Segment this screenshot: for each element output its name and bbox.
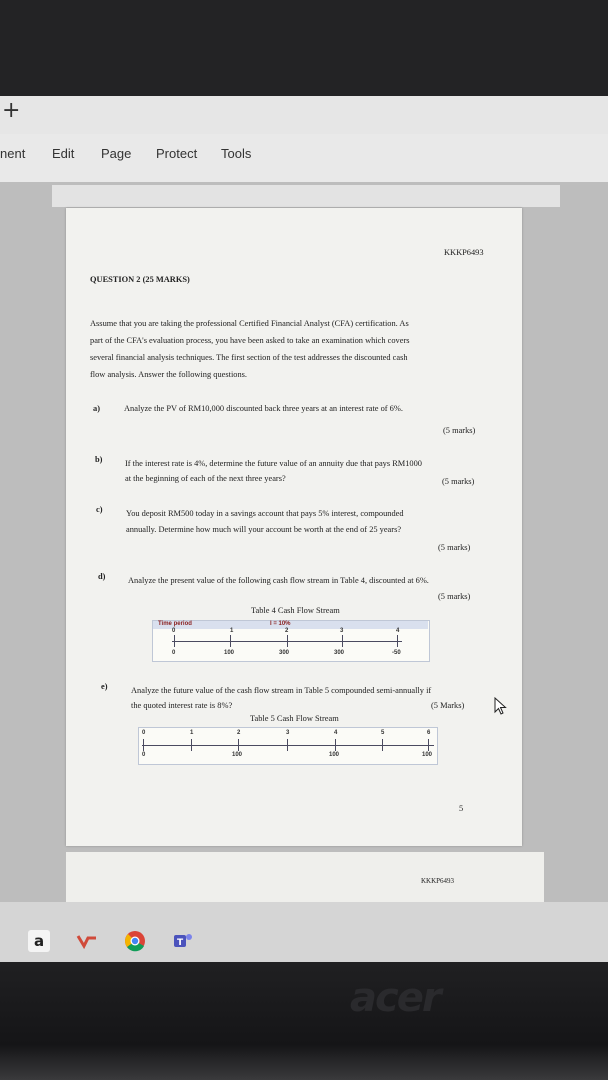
menu-document[interactable]: nent (0, 146, 26, 161)
period-label: 5 (381, 730, 385, 736)
part-text: the quoted interest rate is 8%? (131, 701, 233, 710)
part-marks: (5 marks) (438, 592, 471, 601)
period-label: 6 (427, 730, 431, 736)
mouse-cursor-icon (494, 697, 508, 715)
menu-tools[interactable]: Tools (221, 146, 252, 161)
cash-flow-value: 0 (172, 650, 176, 656)
cash-flow-value: 300 (334, 650, 345, 656)
part-marks: (5 marks) (443, 426, 476, 435)
teams-icon[interactable] (172, 930, 194, 952)
intro-line: flow analysis. Answer the following questions. (90, 370, 248, 379)
part-label: c) (96, 505, 103, 514)
part-marks: (5 marks) (438, 543, 471, 552)
cash-flow-value: -50 (392, 650, 401, 656)
timeline-tick (143, 739, 144, 751)
tab-bar (0, 96, 608, 134)
part-label: e) (101, 682, 108, 691)
intro-line: part of the CFA's evaluation process, you have been asked to take an examination which covers (90, 336, 410, 345)
previous-page-edge (52, 185, 560, 207)
part-label: b) (95, 455, 103, 464)
cash-flow-value: 100 (422, 752, 433, 758)
table5-timeline (142, 745, 434, 746)
intro-line: several financial analysis techniques. The first section of the test addresses the discounted cash (90, 353, 408, 362)
timeline-tick (287, 635, 288, 647)
part-text: If the interest rate is 4%, determine the future value of an annuity due that pays RM1000 (125, 459, 422, 468)
app-icon[interactable] (76, 930, 98, 952)
period-label: 0 (172, 628, 176, 634)
monitor-brand-logo: acer (350, 975, 440, 1021)
period-label: 0 (142, 730, 146, 736)
new-tab-button[interactable]: + (2, 98, 21, 123)
part-text: annually. Determine how much will your account be worth at the end of 25 years? (126, 525, 402, 534)
next-page-code: KKKP6493 (421, 877, 455, 885)
document-code: KKKP6493 (444, 248, 484, 257)
table4-time-label: Time period (158, 621, 192, 627)
timeline-tick (191, 739, 192, 751)
menu-bar (0, 134, 608, 183)
period-label: 4 (334, 730, 338, 736)
monitor-bezel-bottom (0, 962, 608, 1080)
table4-caption: Table 4 Cash Flow Stream (251, 606, 340, 615)
menu-protect[interactable]: Protect (156, 146, 198, 161)
cash-flow-value: 100 (232, 752, 243, 758)
table4-rate-label: I = 10% (270, 621, 291, 627)
part-text: Analyze the present value of the following cash flow stream in Table 4, discounted at 6%. (128, 576, 429, 585)
period-label: 3 (286, 730, 290, 736)
menu-edit[interactable]: Edit (52, 146, 75, 161)
chrome-icon[interactable] (124, 930, 146, 952)
period-label: 3 (340, 628, 344, 634)
next-document-page (66, 852, 544, 902)
part-text: Analyze the future value of the cash flow stream in Table 5 compounded semi-annually if (131, 686, 432, 695)
timeline-tick (287, 739, 288, 751)
monitor-bezel-top (0, 0, 608, 100)
part-marks: (5 Marks) (431, 701, 465, 710)
timeline-tick (335, 739, 336, 751)
part-text: at the beginning of each of the next three years? (125, 474, 286, 483)
svg-text:T: T (177, 938, 184, 948)
menu-page[interactable]: Page (101, 146, 132, 161)
cash-flow-value: 0 (142, 752, 146, 758)
period-label: 4 (396, 628, 400, 634)
part-label: d) (98, 572, 106, 581)
timeline-tick (174, 635, 175, 647)
cash-flow-value: 100 (224, 650, 235, 656)
part-marks: (5 marks) (442, 477, 475, 486)
timeline-tick (230, 635, 231, 647)
part-label: a) (93, 404, 100, 413)
period-label: 1 (230, 628, 234, 634)
period-label: 1 (190, 730, 194, 736)
cash-flow-value: 100 (329, 752, 340, 758)
timeline-tick (238, 739, 239, 751)
cash-flow-value: 300 (279, 650, 290, 656)
question-title: QUESTION 2 (25 MARKS) (90, 275, 190, 284)
period-label: 2 (237, 730, 241, 736)
part-text: You deposit RM500 today in a savings account that pays 5% interest, compounded (126, 509, 404, 518)
table5-caption: Table 5 Cash Flow Stream (250, 714, 339, 723)
timeline-tick (428, 739, 429, 751)
period-label: 2 (285, 628, 289, 634)
page-number: 5 (459, 804, 464, 813)
part-text: Analyze the PV of RM10,000 discounted back three years at an interest rate of 6%. (124, 404, 403, 413)
timeline-tick (382, 739, 383, 751)
timeline-tick (342, 635, 343, 647)
intro-line: Assume that you are taking the professional Certified Financial Analyst (CFA) certification. As (90, 319, 409, 328)
amazon-icon[interactable]: a (28, 930, 50, 952)
timeline-tick (397, 635, 398, 647)
